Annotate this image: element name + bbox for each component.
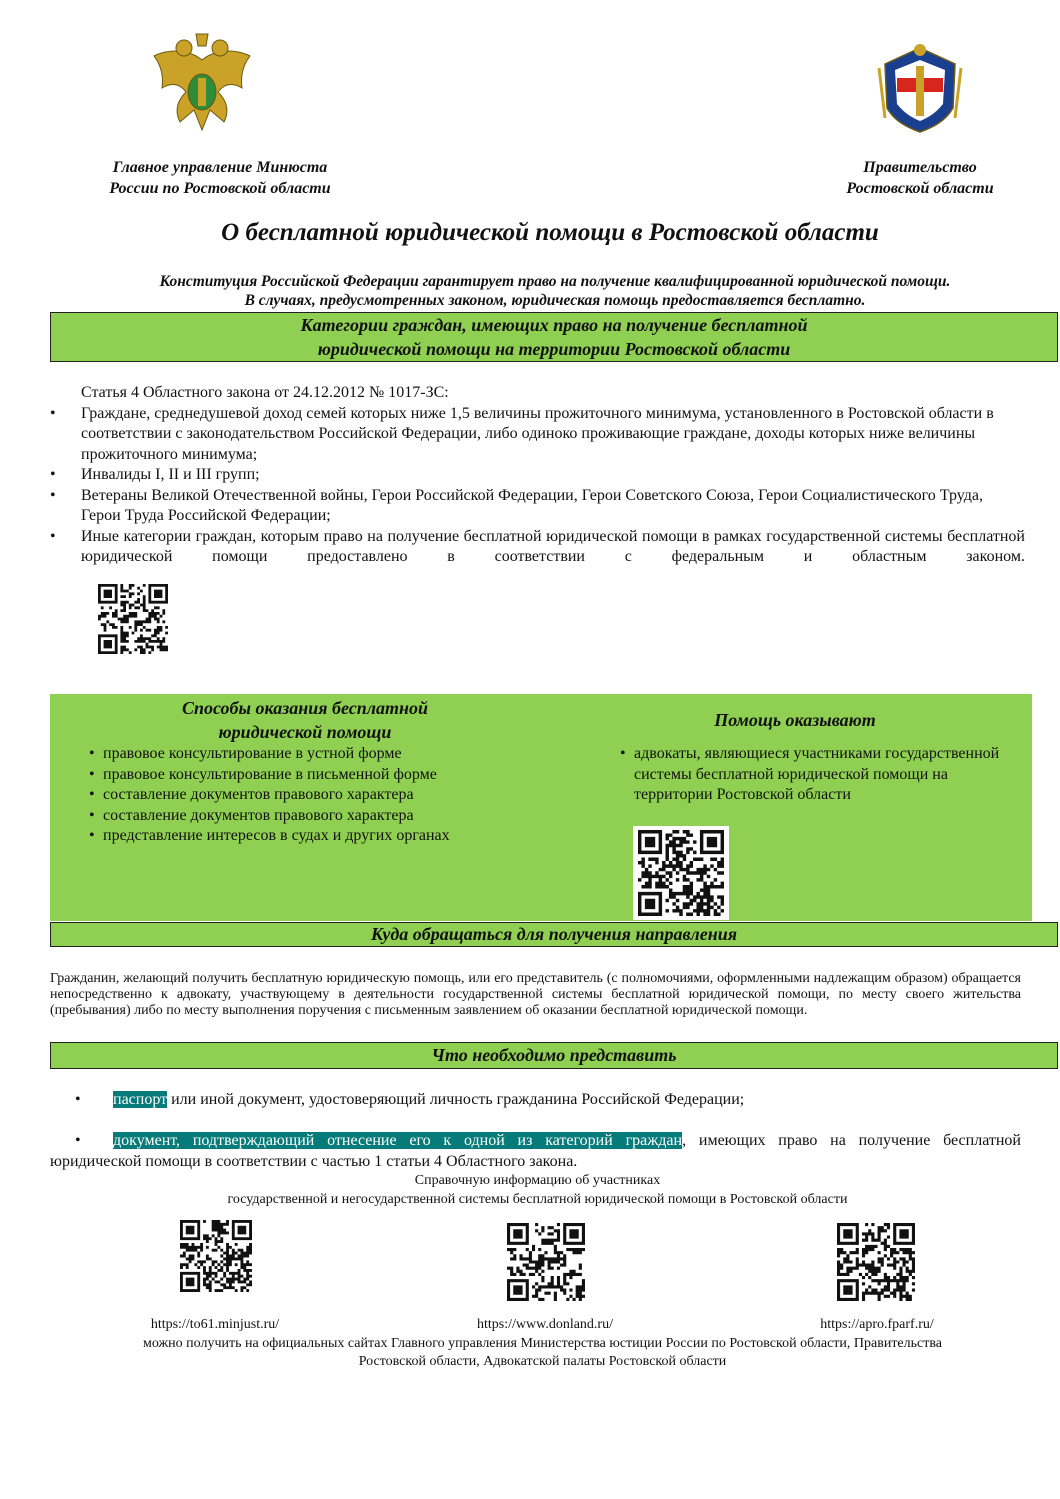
list-item-text: Граждане, среднедушевой доход семей которых ниже 1,5 величины прожиточного минимума, установленного в Ростовской области в соответствии с законодательством Российской Федерации, либо одиноко проживающие граждане, доходы которых ниже величины прожиточного минимума;	[81, 404, 994, 463]
categories-header	[50, 312, 1058, 362]
categories-section	[50, 383, 1025, 568]
bullet-icon: •	[89, 765, 95, 783]
list-item	[50, 404, 1025, 466]
required-header: Что необходимо представить	[50, 1042, 1058, 1069]
bullet-icon: •	[50, 466, 56, 483]
where-text: Гражданин, желающий получить бесплатную юридическую помощь, или его представитель (с полномочиями, оформленными надлежащим образом) обращается непосредственно к адвокату, участвующему в деятельности государственной системы бесплатной юридической помощи, по месту своего жительства (пребывания) либо по месту выполнения поручения с письменным заявлением об оказании бесплатной юридической помощи.	[50, 971, 1021, 1018]
categories-header-line1: Категории граждан, имеющих право на получение бесплатной	[300, 315, 808, 335]
bullet-icon: •	[89, 786, 95, 803]
government-org-line2: Ростовской области	[846, 180, 994, 197]
url-fparf[interactable]: https://apro.fparf.ru/	[820, 1317, 934, 1332]
qr-code-minjust-icon[interactable]	[176, 1216, 256, 1296]
required-item-1-text: или иной документ, удостоверяющий личность гражданина Российской Федерации;	[167, 1091, 745, 1108]
government-org-name	[815, 157, 1025, 199]
categories-lead: Статья 4 Областного закона от 24.12.2012 № 1017-ЗС:	[81, 384, 449, 401]
reference-line1: Справочную информацию об участниках	[414, 1173, 661, 1188]
bullet-icon: •	[620, 745, 626, 762]
url-minjust[interactable]: https://to61.minjust.ru/	[150, 1317, 280, 1332]
list-item	[620, 744, 1015, 806]
page-title: О бесплатной юридической помощи в Ростовской области	[221, 219, 879, 246]
list-item	[89, 826, 509, 847]
constitution-line1: Конституция Российской Федерации гарантирует право на получение квалифицированной юридической помощи.	[159, 273, 951, 290]
bullet-icon: •	[50, 486, 56, 504]
minjust-org-line2: России по Ростовской области	[109, 180, 331, 197]
required-item-2-text: , имеющих право на получение бесплатной	[682, 1132, 1021, 1149]
methods-header-line1: Способы оказания бесплатной	[182, 698, 428, 718]
list-item	[50, 486, 1025, 527]
list-item-text: адвокаты, являющиеся участниками государственной системы бесплатной юридической помощи на территории Ростовской области	[634, 745, 1000, 803]
bullet-icon: •	[75, 1132, 81, 1149]
minjust-org-line1: Главное управление Минюста	[112, 159, 328, 176]
government-org-line1: Правительство	[863, 159, 977, 176]
list-item	[89, 806, 509, 827]
rostov-coat-of-arms-icon	[875, 38, 965, 134]
list-item-text: Инвалиды I, II и III групп;	[81, 466, 260, 483]
minjust-org-name	[85, 157, 355, 199]
list-item	[89, 744, 509, 765]
constitution-note	[50, 272, 1060, 310]
bullet-icon: •	[89, 745, 95, 762]
constitution-line2: В случаях, предусмотренных законом, юридическая помощь предоставляется бесплатно.	[244, 292, 866, 309]
methods-header-line2: юридической помощи	[218, 722, 392, 742]
bullet-icon: •	[89, 827, 95, 844]
required-item-2-highlight: документ, подтверждающий отнесение его к одной из категорий граждан	[113, 1132, 683, 1149]
list-item-text: составление документов правового характера	[103, 806, 414, 824]
list-item-text: представление интересов в судах и других органах	[103, 827, 450, 844]
qr-code-fparf-icon[interactable]	[833, 1219, 919, 1305]
list-item-text: правовое консультирование в письменной форме	[103, 765, 437, 783]
list-item-text: составление документов правового характера	[103, 786, 414, 803]
list-item	[50, 527, 1025, 568]
required-item-2-continuation: юридической помощи в соответствии с частью 1 статьи 4 Областного закона.	[50, 1152, 578, 1170]
where-header: Куда обращаться для получения направления	[50, 922, 1058, 947]
list-item	[89, 765, 509, 786]
list-item-text: Иные категории граждан, которым право на получение бесплатной юридической помощи в рамках государственной системы бесплатной юридической помощи предоставлено в соответствии с федеральным и областным законом.	[81, 527, 1025, 565]
providers-list	[620, 744, 1015, 806]
bullet-icon: •	[50, 404, 56, 422]
list-item-text: Ветераны Великой Отечественной войны, Герои Российской Федерации, Герои Советского Союза, Герои Социалистического Труда, Герои Труда Российской Федерации;	[81, 486, 983, 524]
minjust-emblem-icon	[150, 30, 254, 142]
methods-list	[89, 744, 509, 847]
list-item-text: правовое консультирование в устной форме	[103, 745, 402, 762]
list-item	[89, 785, 509, 806]
categories-header-line2: юридической помощи на территории Ростовской области	[317, 339, 791, 359]
qr-code-categories-icon[interactable]	[94, 580, 172, 658]
reference-line2: государственной и негосударственной системы бесплатной юридической помощи в Ростовской области	[227, 1192, 848, 1207]
bullet-icon: •	[89, 806, 95, 824]
methods-header	[100, 696, 510, 744]
providers-header: Помощь оказывают	[714, 710, 876, 730]
reference-footer-line1: можно получить на официальных сайтах Главного управления Министерства юстиции России по Ростовской области, Правительства	[142, 1336, 942, 1351]
bullet-icon: •	[50, 527, 56, 545]
bullet-icon: •	[75, 1091, 81, 1108]
url-donland[interactable]: https://www.donland.ru/	[477, 1317, 613, 1332]
required-item-1	[75, 1090, 1035, 1111]
list-item	[50, 465, 1025, 486]
qr-code-providers-icon[interactable]	[633, 826, 729, 920]
required-item-1-highlight: паспорт	[113, 1091, 168, 1108]
reference-footer-line2: Ростовской области, Адвокатской палаты Ростовской области	[358, 1354, 727, 1369]
required-item-2	[50, 1131, 1021, 1172]
categories-list	[50, 404, 1025, 568]
qr-code-donland-icon[interactable]	[503, 1219, 589, 1305]
